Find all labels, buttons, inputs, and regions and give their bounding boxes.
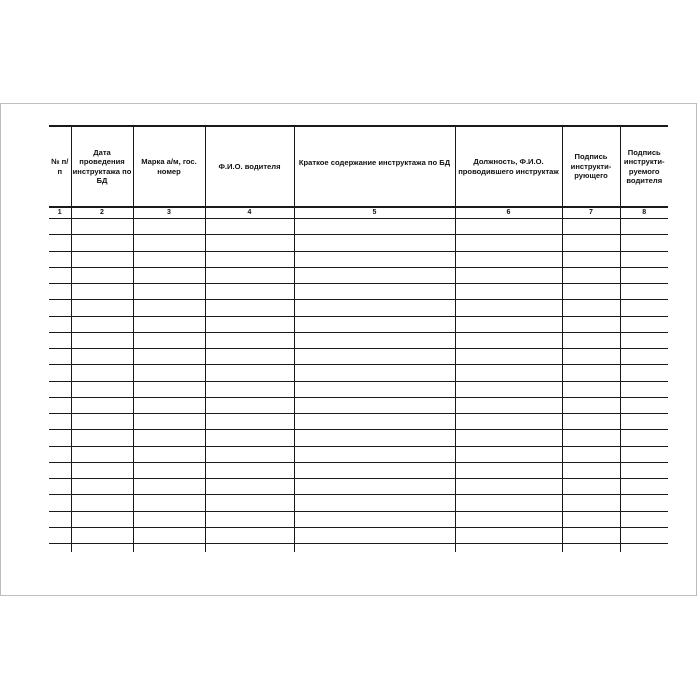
table-cell (455, 381, 562, 397)
table-cell (49, 446, 71, 462)
table-cell (455, 511, 562, 527)
table-cell (562, 251, 620, 267)
table-cell (562, 511, 620, 527)
table-cell (49, 479, 71, 495)
table-cell (133, 446, 205, 462)
table-cell (562, 381, 620, 397)
table-cell (49, 284, 71, 300)
table-cell (455, 479, 562, 495)
table-cell (294, 527, 455, 543)
table-cell (49, 316, 71, 332)
table-cell (562, 462, 620, 478)
column-number: 2 (71, 207, 133, 219)
table-cell (71, 332, 133, 348)
table-row (49, 414, 668, 430)
table-cell (205, 349, 294, 365)
table-cell (133, 462, 205, 478)
table-cell (49, 332, 71, 348)
table-cell (620, 495, 668, 511)
table-cell (205, 479, 294, 495)
table-cell (620, 332, 668, 348)
table-row (49, 381, 668, 397)
table-cell (620, 267, 668, 283)
table-cell (71, 527, 133, 543)
table-cell (49, 219, 71, 235)
table-cell (71, 381, 133, 397)
table-cell (133, 316, 205, 332)
table-cell (205, 446, 294, 462)
table-row (49, 462, 668, 478)
table-cell (620, 235, 668, 251)
table-cell (71, 430, 133, 446)
table-cell (620, 511, 668, 527)
table-cell (562, 300, 620, 316)
table-cell (620, 251, 668, 267)
table-cell (562, 397, 620, 413)
table-cell (620, 365, 668, 381)
header-row (49, 126, 668, 207)
table-cell (205, 300, 294, 316)
column-header-vehicle: Марка а/м, гос. номер (133, 126, 205, 207)
table-cell (562, 284, 620, 300)
table-cell (294, 544, 455, 552)
table-row (49, 365, 668, 381)
table-cell (49, 365, 71, 381)
table-cell (562, 316, 620, 332)
table-cell (205, 430, 294, 446)
table-cell (205, 495, 294, 511)
table-cell (205, 511, 294, 527)
table-cell (455, 349, 562, 365)
table-cell (562, 219, 620, 235)
table-cell (49, 235, 71, 251)
table-cell (49, 414, 71, 430)
table-cell (205, 332, 294, 348)
table-cell (294, 235, 455, 251)
column-header-summary: Краткое содержание инструктажа по БД (294, 126, 455, 207)
table-row (49, 235, 668, 251)
table-cell (455, 397, 562, 413)
table-row (49, 446, 668, 462)
table-cell (455, 495, 562, 511)
table-cell (205, 527, 294, 543)
table-cell (205, 544, 294, 552)
table-cell (71, 414, 133, 430)
table-cell (133, 284, 205, 300)
table-cell (562, 527, 620, 543)
table-row (49, 511, 668, 527)
table-cell (562, 544, 620, 552)
table-cell (455, 414, 562, 430)
column-header-driver-name: Ф.И.О. водителя (205, 126, 294, 207)
table-cell (294, 381, 455, 397)
table-cell (133, 414, 205, 430)
table-cell (294, 511, 455, 527)
table-cell (49, 267, 71, 283)
table-cell (620, 219, 668, 235)
table-cell (620, 430, 668, 446)
table-cell (562, 267, 620, 283)
table-cell (455, 300, 562, 316)
table-cell (49, 251, 71, 267)
table-cell (562, 446, 620, 462)
table-cell (294, 316, 455, 332)
table-cell (71, 300, 133, 316)
column-number-row (49, 207, 668, 219)
table-cell (133, 397, 205, 413)
table-cell (71, 462, 133, 478)
column-number: 1 (49, 207, 71, 219)
table-cell (133, 349, 205, 365)
table-cell (620, 446, 668, 462)
table-cell (620, 462, 668, 478)
table-row (49, 284, 668, 300)
table-row (49, 332, 668, 348)
table-cell (71, 397, 133, 413)
table-cell (205, 381, 294, 397)
table-cell (562, 365, 620, 381)
table-cell (133, 251, 205, 267)
column-header-instructor-signature: Подпись инструкти-рующего (562, 126, 620, 207)
table-cell (205, 267, 294, 283)
table-cell (455, 235, 562, 251)
table-cell (205, 235, 294, 251)
table-cell (49, 397, 71, 413)
table-cell (49, 544, 71, 552)
table-cell (49, 300, 71, 316)
table-cell (294, 397, 455, 413)
table-cell (71, 284, 133, 300)
instruction-journal-table (49, 125, 668, 552)
table-cell (620, 479, 668, 495)
table-cell (455, 527, 562, 543)
table-cell (133, 527, 205, 543)
table-cell (294, 495, 455, 511)
table-cell (562, 332, 620, 348)
table-cell (133, 381, 205, 397)
table-cell (71, 267, 133, 283)
table-cell (71, 446, 133, 462)
table-cell (133, 267, 205, 283)
table-cell (71, 365, 133, 381)
table-cell (455, 219, 562, 235)
table-cell (49, 495, 71, 511)
table-cell (294, 430, 455, 446)
table-cell (133, 479, 205, 495)
table-cell (133, 430, 205, 446)
table-cell (455, 267, 562, 283)
table-cell (455, 316, 562, 332)
column-number: 7 (562, 207, 620, 219)
table-cell (620, 349, 668, 365)
table-cell (455, 446, 562, 462)
column-number: 3 (133, 207, 205, 219)
table-cell (455, 365, 562, 381)
table-row (49, 479, 668, 495)
table-cell (620, 316, 668, 332)
table-cell (455, 284, 562, 300)
table-cell (71, 511, 133, 527)
table-cell (133, 544, 205, 552)
table-cell (455, 332, 562, 348)
table-cell (133, 511, 205, 527)
table-cell (71, 219, 133, 235)
table-cell (294, 284, 455, 300)
table-row (49, 544, 668, 552)
table-cell (294, 349, 455, 365)
column-number: 8 (620, 207, 668, 219)
table-cell (620, 381, 668, 397)
table-cell (205, 284, 294, 300)
table-row (49, 527, 668, 543)
table-cell (133, 235, 205, 251)
table-cell (205, 462, 294, 478)
table-row (49, 251, 668, 267)
table-cell (562, 479, 620, 495)
table-cell (133, 365, 205, 381)
column-number: 6 (455, 207, 562, 219)
table-cell (294, 446, 455, 462)
table-cell (71, 544, 133, 552)
column-header-instructor: Должность, Ф.И.О. проводившего инструктаж (455, 126, 562, 207)
table-cell (294, 267, 455, 283)
table-cell (562, 495, 620, 511)
table-cell (562, 235, 620, 251)
table-cell (205, 219, 294, 235)
table-cell (455, 544, 562, 552)
column-header-number: № п/п (49, 126, 71, 207)
table-cell (205, 365, 294, 381)
table-cell (294, 219, 455, 235)
table-row (49, 219, 668, 235)
table-cell (71, 316, 133, 332)
table-row (49, 316, 668, 332)
table-cell (455, 462, 562, 478)
table-cell (620, 544, 668, 552)
table-cell (562, 414, 620, 430)
table-cell (133, 495, 205, 511)
table-row (49, 397, 668, 413)
table-cell (620, 527, 668, 543)
table-cell (71, 251, 133, 267)
column-header-driver-signature: Подпись инструкти-руемого водителя (620, 126, 668, 207)
table-cell (49, 349, 71, 365)
table-row (49, 495, 668, 511)
table-cell (455, 251, 562, 267)
table-cell (205, 251, 294, 267)
table-cell (49, 381, 71, 397)
column-number: 4 (205, 207, 294, 219)
table-cell (294, 251, 455, 267)
table-cell (133, 332, 205, 348)
table-cell (620, 300, 668, 316)
table-cell (620, 414, 668, 430)
table-cell (205, 316, 294, 332)
table-cell (49, 462, 71, 478)
column-number: 5 (294, 207, 455, 219)
table-cell (71, 235, 133, 251)
table-cell (620, 284, 668, 300)
table-cell (205, 397, 294, 413)
table-cell (562, 430, 620, 446)
table-cell (294, 479, 455, 495)
table-cell (294, 414, 455, 430)
table-cell (133, 219, 205, 235)
table-cell (294, 332, 455, 348)
table-cell (71, 349, 133, 365)
table-cell (562, 349, 620, 365)
table-cell (620, 397, 668, 413)
table-cell (294, 300, 455, 316)
table-row (49, 349, 668, 365)
table-row (49, 267, 668, 283)
column-header-date: Дата проведения инструктажа по БД (71, 126, 133, 207)
table-cell (49, 527, 71, 543)
table-cell (294, 462, 455, 478)
table-cell (49, 430, 71, 446)
table-cell (49, 511, 71, 527)
table-cell (205, 414, 294, 430)
table-cell (455, 430, 562, 446)
table-cell (71, 495, 133, 511)
table-row (49, 430, 668, 446)
table-cell (71, 479, 133, 495)
table-cell (133, 300, 205, 316)
table-cell (294, 365, 455, 381)
table-row (49, 300, 668, 316)
